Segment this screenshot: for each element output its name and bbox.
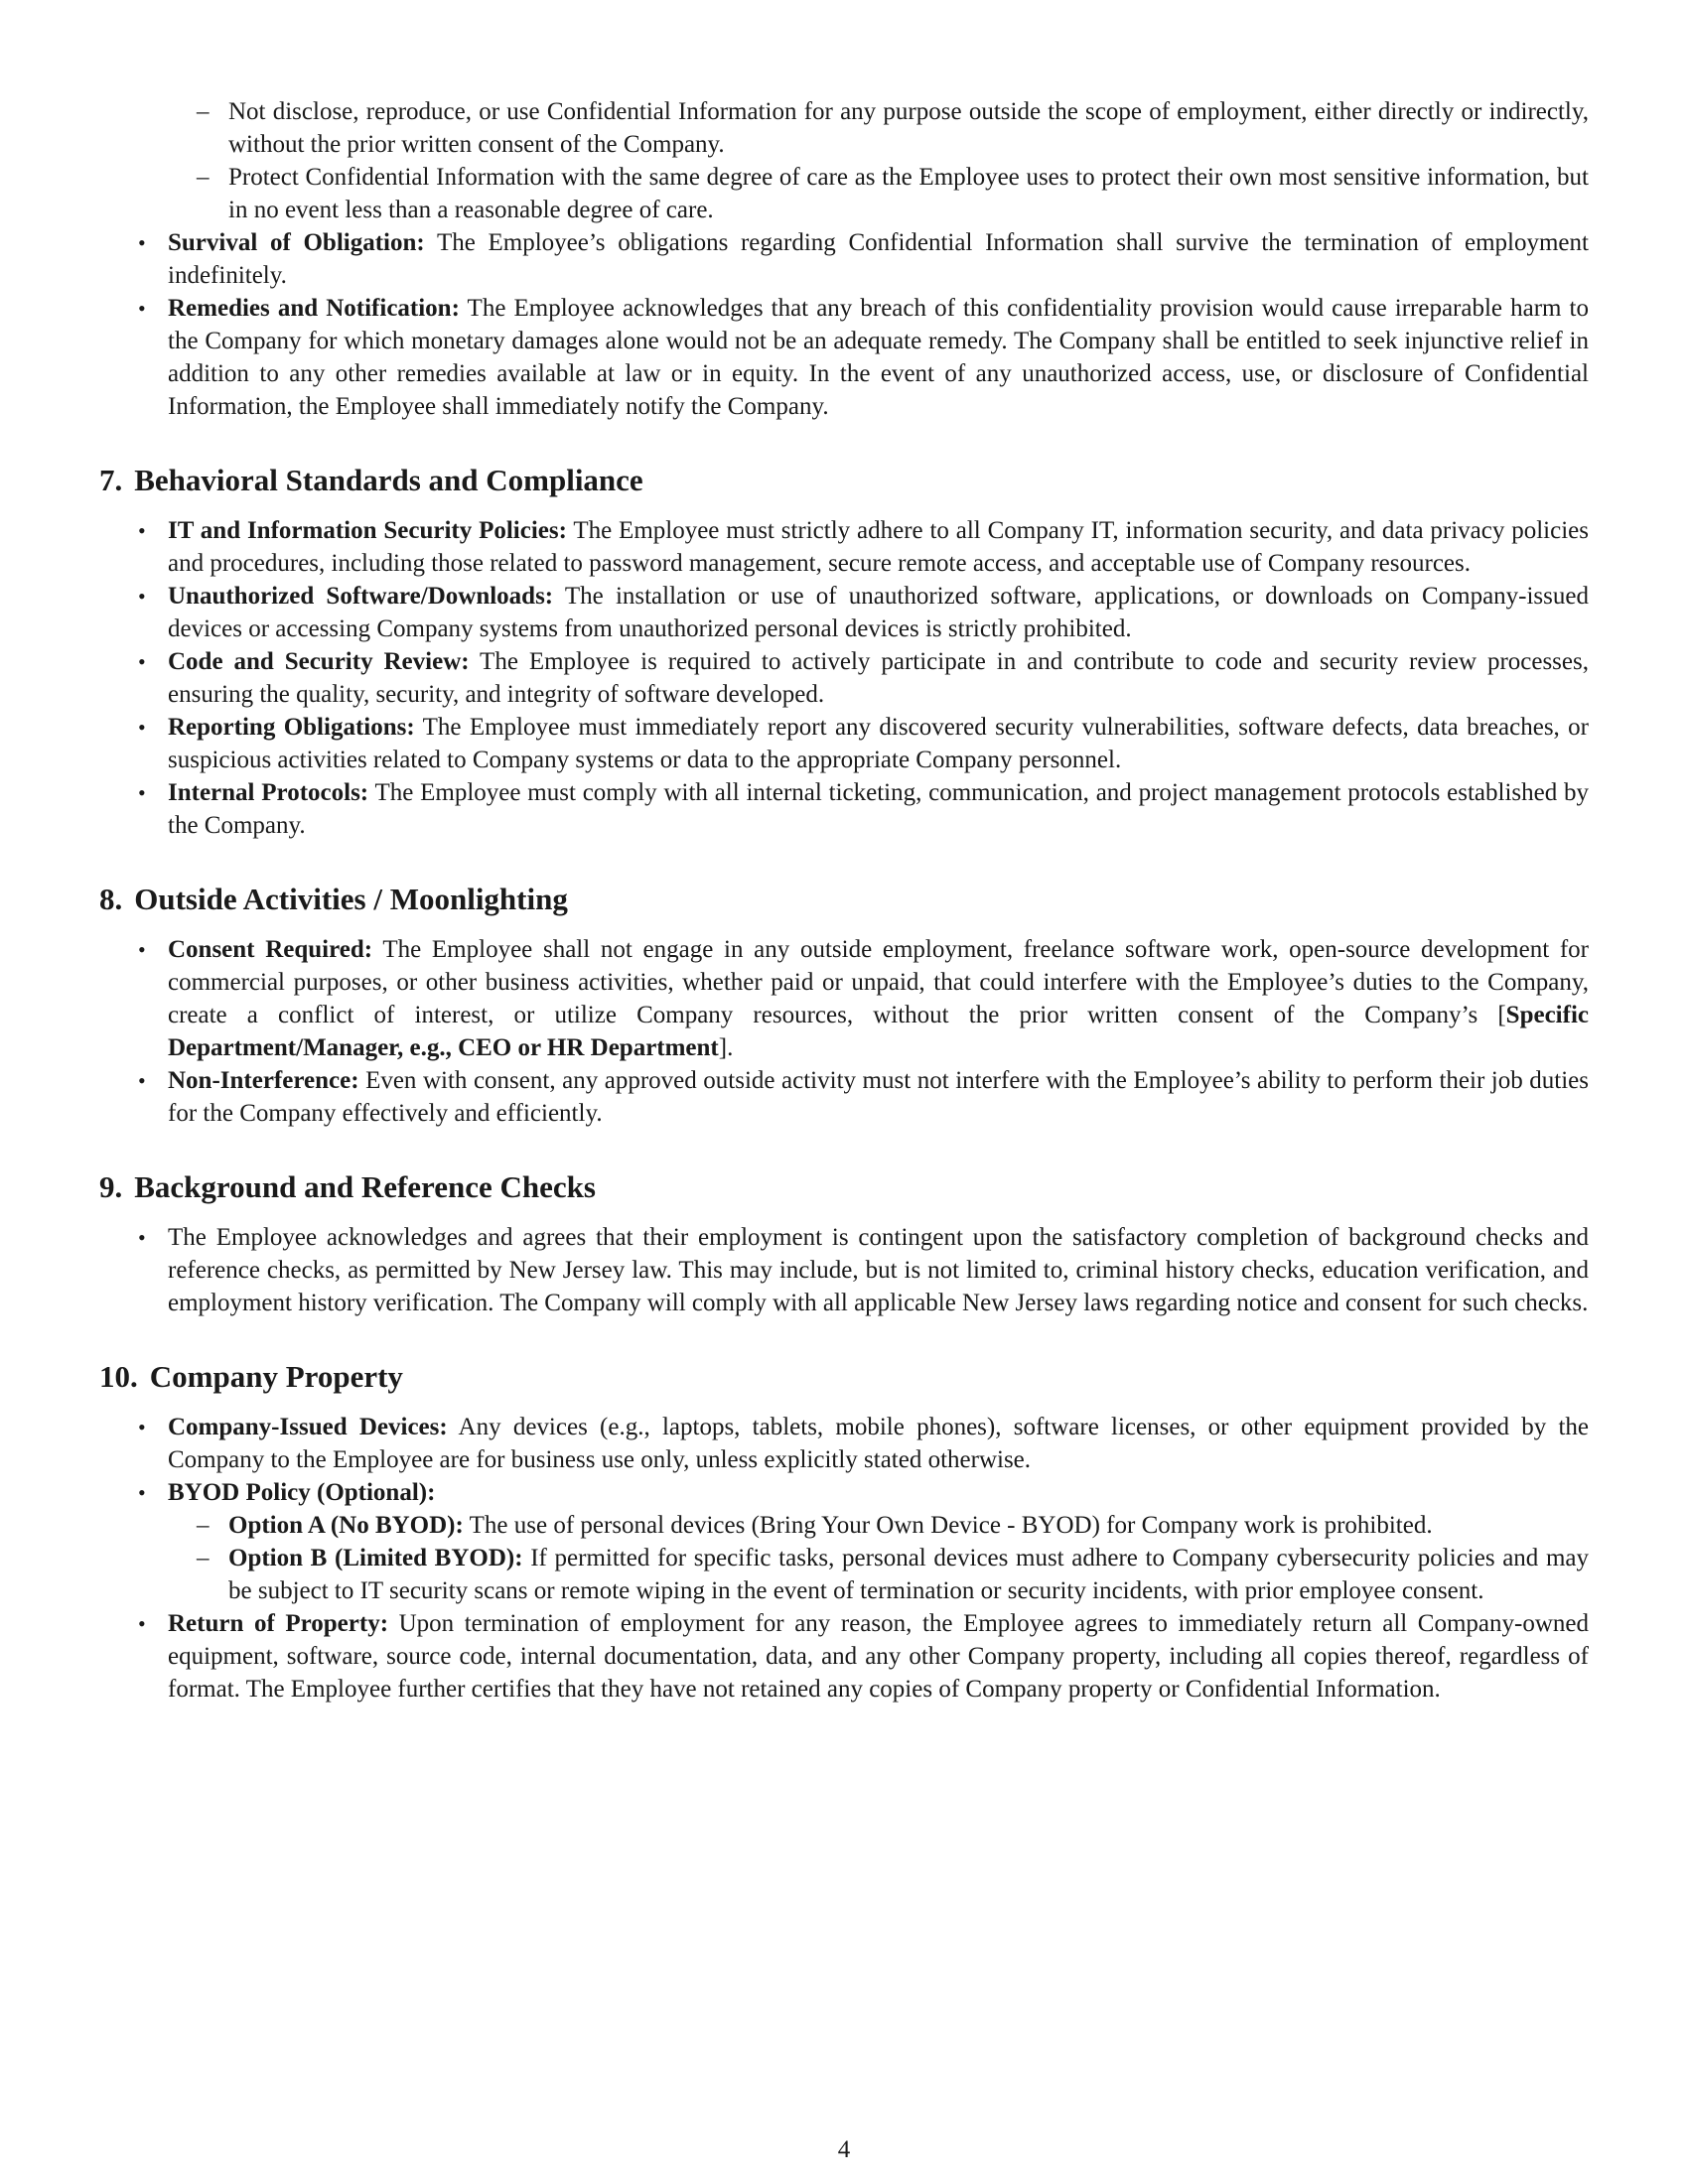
item-label: Reporting Obligations: [168, 714, 415, 741]
item-label: Option A (No BYOD): [228, 1512, 464, 1539]
list-subitem: – Protect Confidential Information with the same degree of care as the Employee uses to protect their own most sensitive information, but in no event less than a reasonable degree of care. [99, 161, 1589, 226]
list-item [99, 1607, 1589, 1706]
list-item [99, 580, 1589, 645]
item-text: The Employee shall not engage in any outside employment, freelance software work, open-source development for commercial purposes, or other business activities, whether paid or unpaid, that could interfere with the Employee’s duties to the Company, create a conflict of interest, or utilize Company resources, without the prior written consent of the Company’s [ [168, 936, 1589, 1028]
section-company-property [99, 1357, 1589, 1706]
section-number: 8. [99, 882, 123, 916]
item-label: Option B (Limited BYOD): [228, 1545, 523, 1571]
section-outside-activities [99, 880, 1589, 1130]
item-text: The Employee must immediately report any discovered security vulnerabilities, software defects, data breaches, or suspicious activities related to Company systems or data to the appropriate Company personnel. [168, 714, 1589, 773]
confidentiality-items [99, 226, 1589, 423]
section-list [99, 1221, 1589, 1319]
item-text: Upon termination of employment for any reason, the Employee agrees to immediately return all Company-owned equipment, software, source code, internal documentation, data, and any other Company property, including all copies thereof, regardless of format. The Employee further certifies that they have not retained any copies of Company property or Confidential Information. [168, 1610, 1589, 1703]
list-item [99, 1411, 1589, 1476]
section-background-checks [99, 1167, 1589, 1319]
section-heading [99, 880, 1589, 919]
section-number: 9. [99, 1169, 123, 1204]
list-item [99, 933, 1589, 1064]
item-label: Remedies and Notification: [168, 295, 460, 322]
list-item: • The Employee acknowledges and agrees that their employment is contingent upon the satisfactory completion of background checks and reference checks, as permitted by New Jersey law. This may include, but is not limited to, criminal history checks, education verification, and employment history verification. The Company will comply with all applicable New Jersey laws regarding notice and consent for such checks. [99, 1221, 1589, 1319]
section-list [99, 1411, 1589, 1706]
list-item [99, 711, 1589, 776]
list-item [99, 645, 1589, 711]
item-text: The installation or use of unauthorized software, applications, or downloads on Company-issued devices or accessing Company systems from unauthorized personal devices is strictly prohibited. [168, 583, 1589, 642]
item-label: Survival of Obligation: [168, 229, 425, 256]
section-heading [99, 1357, 1589, 1397]
item-label: BYOD Policy (Optional): [168, 1479, 436, 1506]
item-label: IT and Information Security Policies: [168, 517, 567, 544]
section-number: 10. [99, 1359, 138, 1394]
item-label: Unauthorized Software/Downloads: [168, 583, 554, 610]
item-text: The Employee is required to actively participate in and contribute to code and security review processes, ensuring the quality, security, and integrity of software developed. [168, 648, 1589, 708]
list-item [99, 776, 1589, 842]
item-text: The Employee’s obligations regarding Confidential Information shall survive the termination of employment indefinitely. [168, 229, 1589, 289]
list-item [99, 514, 1589, 580]
list-item [99, 1064, 1589, 1130]
list-subitem [99, 1509, 1589, 1542]
section-heading [99, 1167, 1589, 1207]
section-list [99, 933, 1589, 1130]
page-content [99, 95, 1589, 1706]
item-label: Internal Protocols: [168, 779, 369, 806]
item-text: The Employee must strictly adhere to all Company IT, information security, and data privacy policies and procedures, including those related to password management, secure remote access, and acceptable use of Company resources. [168, 517, 1589, 577]
list-item [99, 1476, 1589, 1607]
section-title: Background and Reference Checks [134, 1169, 596, 1204]
page-number: 4 [837, 2136, 851, 2163]
item-label: Non-Interference: [168, 1067, 359, 1094]
list-item [99, 226, 1589, 292]
item-label: Consent Required: [168, 936, 373, 963]
item-text: Any devices (e.g., laptops, tablets, mobile phones), software licenses, or other equipment provided by the Company to the Employee are for business use only, unless explicitly stated otherwise. [168, 1414, 1589, 1473]
section-number: 7. [99, 463, 123, 497]
section-title: Outside Activities / Moonlighting [134, 882, 568, 916]
item-text: The use of personal devices (Bring Your Own Device - BYOD) for Company work is prohibited. [463, 1512, 1433, 1539]
confidentiality-subitems [99, 95, 1589, 226]
item-text: If permitted for specific tasks, personal devices must adhere to Company cybersecurity policies and may be subject to IT security scans or remote wiping in the event of termination or security incidents, with prior employee consent. [228, 1545, 1589, 1604]
section-title: Company Property [149, 1359, 403, 1394]
list-subitem: – Not disclose, reproduce, or use Confidential Information for any purpose outside the scope of employment, either directly or indirectly, without the prior written consent of the Company. [99, 95, 1589, 161]
item-label: Code and Security Review: [168, 648, 470, 675]
item-text-end: ]. [718, 1034, 734, 1061]
item-label: Company-Issued Devices: [168, 1414, 448, 1440]
section-list [99, 514, 1589, 842]
item-text: The Employee must comply with all internal ticketing, communication, and project management protocols established by the Company. [168, 779, 1590, 839]
item-text: Even with consent, any approved outside activity must not interfere with the Employee’s ability to perform their job duties for the Company effectively and efficiently. [168, 1067, 1589, 1127]
byod-options [168, 1509, 1589, 1607]
placeholder-text: Specific Department/Manager, e.g., CEO or HR Department [168, 1002, 1589, 1061]
section-title: Behavioral Standards and Compliance [134, 463, 643, 497]
section-heading [99, 461, 1589, 500]
list-item [99, 292, 1589, 423]
item-label: Return of Property: [168, 1610, 389, 1637]
section-behavioral-standards [99, 461, 1589, 842]
list-subitem [99, 1542, 1589, 1607]
item-text: The Employee acknowledges that any breach of this confidentiality provision would cause irreparable harm to the Company for which monetary damages alone would not be an adequate remedy. The Company shall be entitled to seek injunctive relief in addition to any other remedies available at law or in equity. In the event of any unauthorized access, use, or disclosure of Confidential Information, the Employee shall immediately notify the Company. [168, 295, 1589, 420]
